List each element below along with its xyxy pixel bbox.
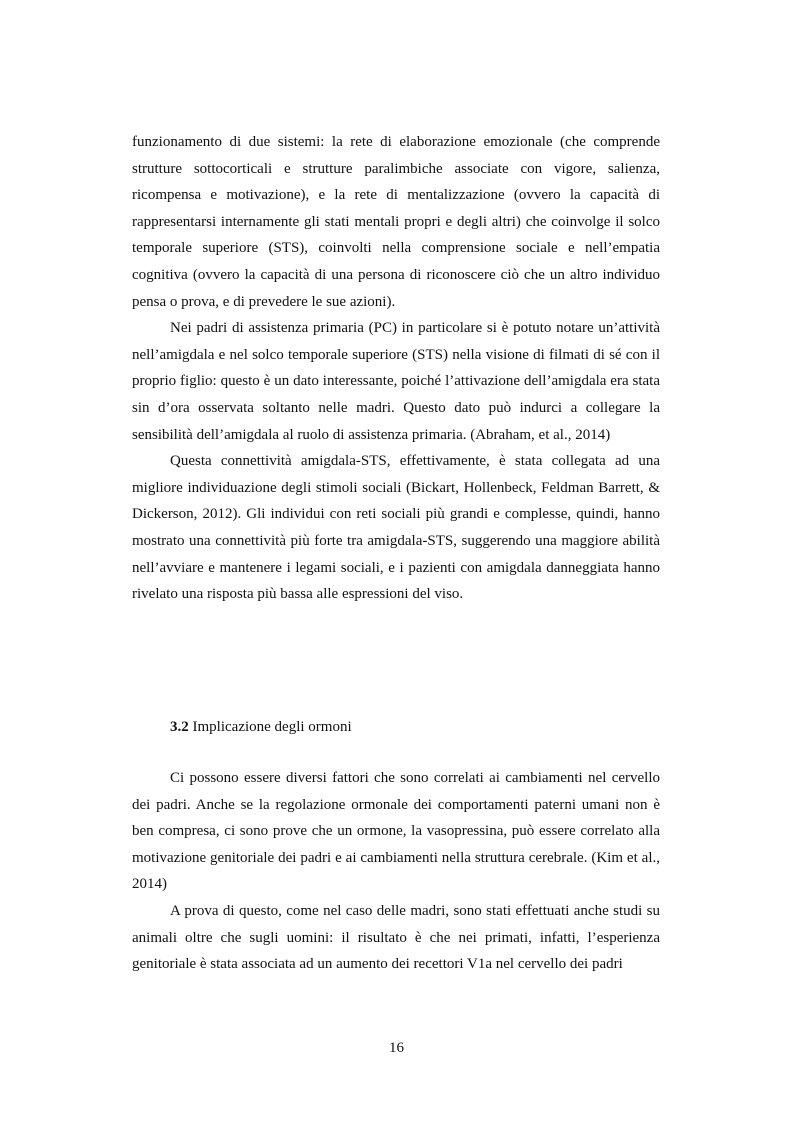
page-number: 16 <box>389 1040 404 1056</box>
paragraph-animal-studies: A prova di questo, come nel caso delle madri, sono stati effettuati anche studi su animali oltre che sugli uomini: il risultato è che nei primati, infatti, l’esperienza genitoriale è stata associata ad un aumento dei recettori V1a nel cervello dei padri <box>132 902 660 973</box>
section-number: 3.2 <box>170 719 189 735</box>
paragraph-amygdala-sts-connectivity: Questa connettività amigdala-STS, effettivamente, è stata collegata ad una migliore individuazione degli stimoli sociali (Bickart, Hollenbeck, Feldman Barrett, & Dickerson, 2012). Gli individui con reti sociali più grandi e complesse, quindi, hanno mostrato una connettività più forte tra amigdala-STS, suggerendo una maggiore abilità nell’avviare e mantenere i legami sociali, e i pazienti con amigdala danneggiata hanno rivelato una risposta più bassa alle espressioni del viso. <box>132 453 660 603</box>
section-heading <box>170 715 352 739</box>
body-text-before-section <box>132 129 660 608</box>
paragraph-hormone-factors: Ci possono essere diversi fattori che sono correlati ai cambiamenti nel cervello dei padri. Anche se la regolazione ormonale dei comportamenti paterni umani non è ben compresa, ci sono prove che un ormone, la vasopressina, può essere correlato alla motivazione genitoriale dei padri e ai cambiamenti nella struttura cerebrale. (Kim et al., 2014) <box>132 770 660 893</box>
paragraph-primary-care-fathers: Nei padri di assistenza primaria (PC) in particolare si è potuto notare un’attività nell’amigdala e nel solco temporale superiore (STS) nella visione di filmati di sé con il proprio figlio: questo è un dato interessante, poiché l’attivazione dell’amigdala era stata sin d’ora osservata soltanto nelle madri. Questo dato può indurci a collegare la sensibilità dell’amigdala al ruolo di assistenza primaria. (Abraham, et al., 2014) <box>132 320 660 443</box>
section-title: Implicazione degli ormoni <box>192 719 352 735</box>
body-text-after-section <box>132 765 660 978</box>
paragraph-continued: funzionamento di due sistemi: la rete di elaborazione emozionale (che comprende strutture sottocorticali e strutture paralimbiche associate con vigore, salienza, ricompensa e motivazione), e la rete di mentalizzazione (ovvero la capacità di rappresentarsi internamente gli stati mentali propri e degli altri) che coinvolge il solco temporale superiore (STS), coinvolti nella comprensione sociale e nell’empatia cognitiva (ovvero la capacità di una persona di riconoscere ciò che un altro individuo pensa o prova, e di prevedere le sue azioni). <box>132 134 660 310</box>
